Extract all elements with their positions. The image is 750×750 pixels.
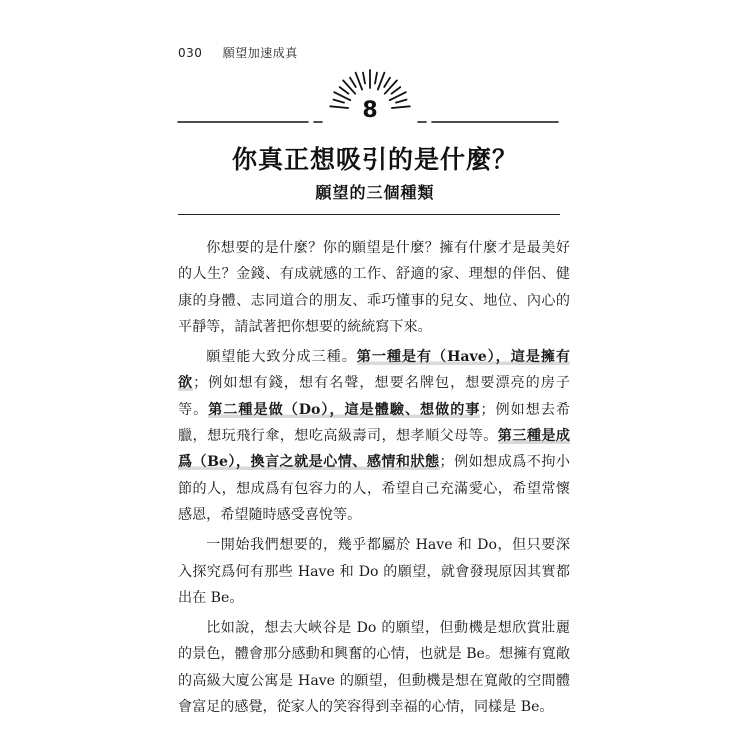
chapter-number: 8 (362, 98, 378, 123)
sun-ray (384, 78, 390, 87)
text-run: ；例如想有錢，想有名聲，想要名牌包，想要漂亮的房子等。 (178, 375, 571, 418)
chapter-subtitle: 願望的三個種類 (315, 183, 435, 202)
chapter-title: 你真正想吸引的是什麼？ (231, 145, 518, 174)
body-text (178, 235, 570, 724)
sun-ray (375, 73, 377, 84)
paragraph-4: 比如說，想去大峽谷是 Do 的願望，但動機是想欣賞壯麗的景色，體會那分感動和興奮的心情，也就是 Be。想擁有寬敞的高級大廈公寓是 Have 的願望，但動機是想在寬敞的空間體會富足的感覺，從家人的笑容得到幸福的心情，同樣是 Be。 (178, 620, 570, 716)
sun-ray (350, 78, 356, 87)
header-divider (178, 214, 560, 215)
sun-ray (334, 100, 345, 103)
text-run: ；例如想成爲不拘小節的人，想成爲有包容力的人，希望自己充滿愛心，希望常懷感恩，希望隨時感受喜悅等。 (178, 454, 571, 523)
sun-ray (340, 87, 349, 94)
emphasis-be: 第三種是成爲（Be），換言之就是心情、感情和狀態 (178, 428, 570, 471)
paragraph-2 (178, 344, 570, 528)
book-title: 願望加速成真 (222, 46, 298, 60)
sun-ray (330, 106, 348, 108)
paragraph-3: 一開始我們想要的，幾乎都屬於 Have 和 Do，但只要深入探究爲何有那些 Have 和 Do 的願望，就會發現原因其實都出在 Be。 (178, 537, 570, 606)
paragraph-1: 你想要的是什麼？你的願望是什麼？擁有什麼才是最美好的人生？金錢、有成就感的工作、舒適的家、理想的伴侶、健康的身體、志同道合的朋友、乖巧懂事的兒女、地位、內心的平靜等，請試著把你想要的統統寫下來。 (178, 240, 570, 335)
emphasis-have: 第一種是有（Have），這是擁有欲 (178, 349, 571, 392)
emphasis-do: 第二種是做（Do），這是體驗、想做的事 (208, 401, 481, 418)
sun-ray (396, 100, 407, 103)
text-run: 願望能大致分成三種。 (206, 349, 357, 366)
sun-ray (392, 106, 410, 108)
page-number: 030 (178, 46, 203, 60)
sun-ray (363, 73, 365, 84)
sun-ray (392, 87, 401, 94)
text-run: ；例如想去希臘，想玩飛行傘，想吃高級壽司，想孝順父母等。 (178, 401, 571, 445)
